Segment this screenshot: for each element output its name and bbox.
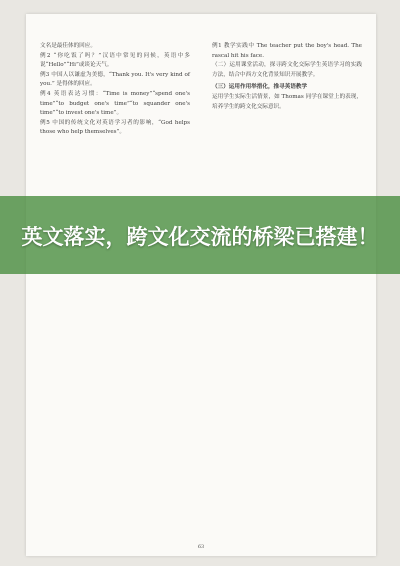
paragraph: 例5 中国的传统文化对英语学习者的影响，“God helps those who help themselves”。 — [40, 119, 190, 136]
section-heading: （三）运用作用举措化，推寻英语教学 — [212, 84, 308, 91]
paragraph: 例2 “你吃饭了吗？”汉语中常见的问候，英语中多说“Hello”“Hi”或谈论天气。 — [40, 52, 190, 69]
headline-text: 英文落实，跨文化交流的桥梁已搭建！ — [21, 225, 379, 249]
paragraph: 例4 英语表达习惯：“Time is money”“spend one's time”“to budget one's time”“to squander one's time”“to invest one's time”。 — [40, 90, 190, 117]
paragraph: 例1 教学实践中 The teacher put the boy's head. The rascal hit his face. — [212, 43, 362, 59]
right-column — [212, 42, 362, 112]
left-column — [40, 42, 190, 138]
paragraph: 文名是最佳体的回应。 — [40, 43, 96, 49]
document-page — [26, 14, 376, 556]
page-number: 63 — [197, 544, 205, 550]
paragraph: （二）运用课堂活动，探寻跨文化交际学生英语学习的实践方法，结合中西方文化背景知识开展教学。 — [212, 62, 362, 78]
paragraph: 例3 中国人以谦虚为美德，“Thank you. It's very kind of you.” 是得体的回应。 — [40, 71, 190, 88]
paragraph: 运用学生实际生活情景，如 Thomas 同学在课堂上的表现，培养学生的跨文化交际意识。 — [212, 93, 362, 110]
